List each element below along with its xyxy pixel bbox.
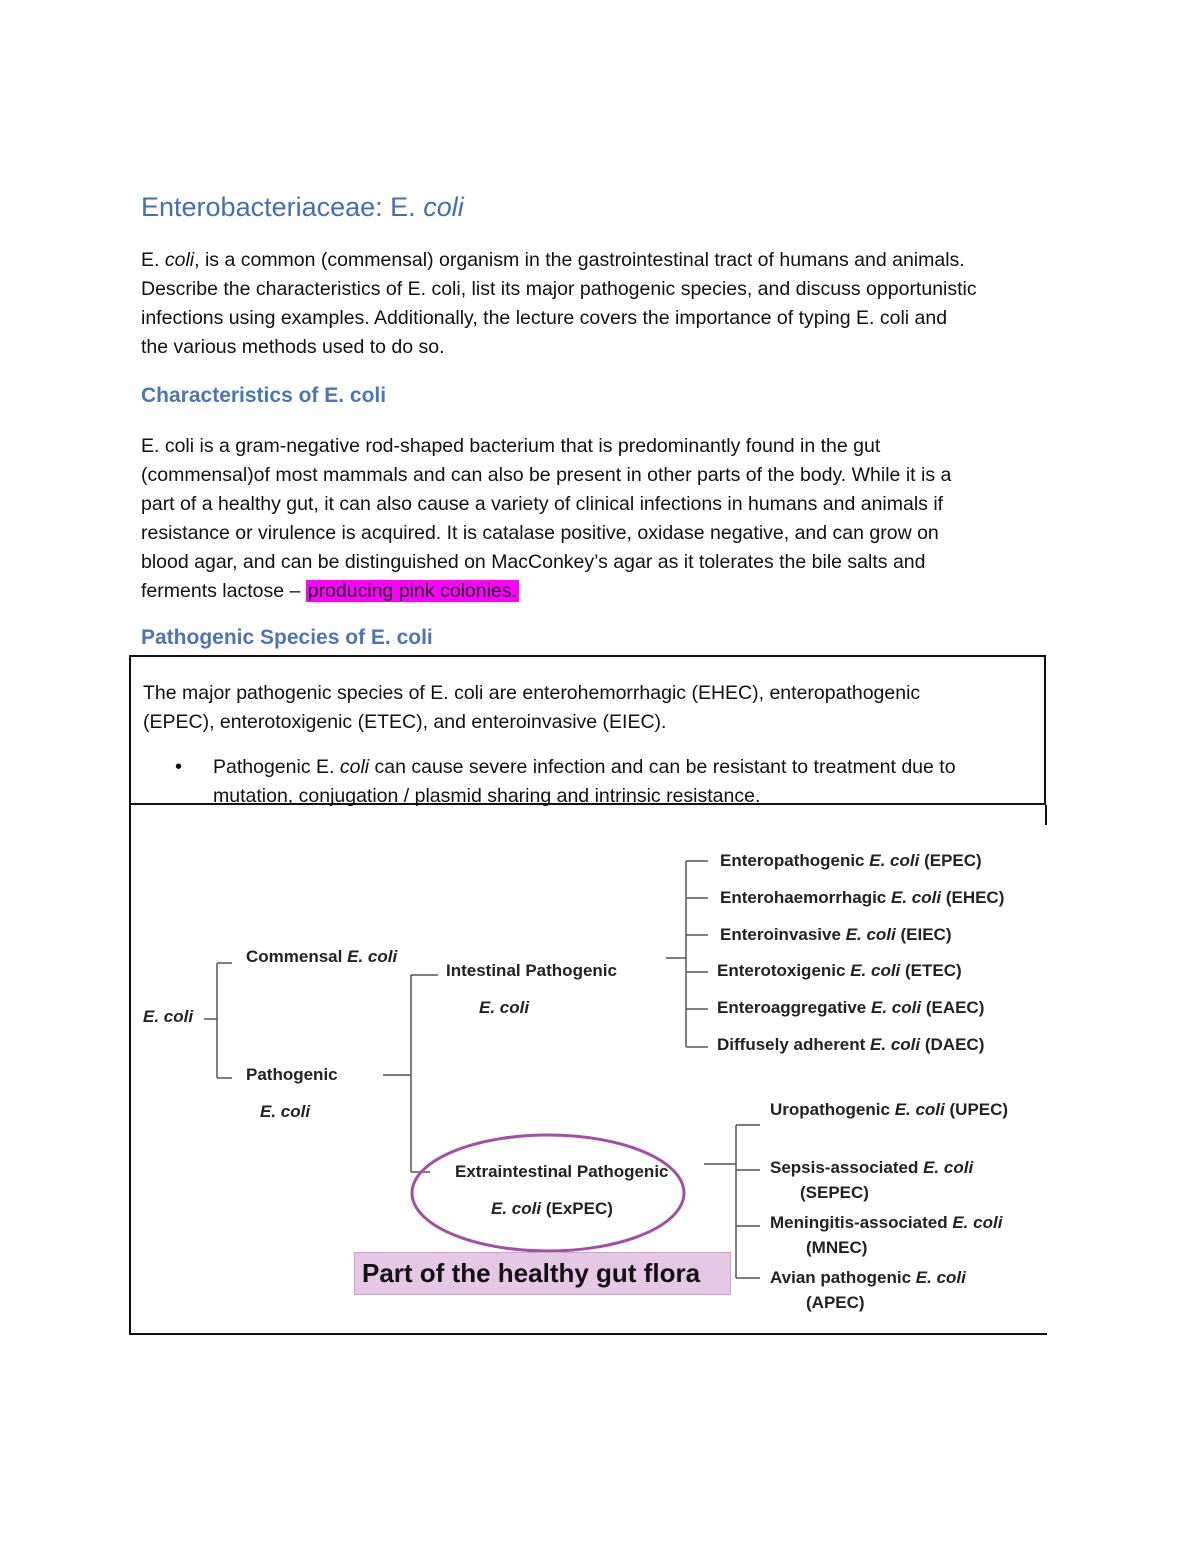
node-etec: Enterotoxigenic E. coli (ETEC) <box>717 961 962 980</box>
node-mnec: Meningitis-associated E. coli <box>770 1213 1003 1232</box>
node-daec: Diffusely adherent E. coli (DAEC) <box>717 1035 985 1054</box>
char-line-1: E. coli is a gram-negative rod-shaped bacterium that is predominantly found in the gut <box>141 435 881 457</box>
node-apec: Avian pathogenic E. coli <box>770 1268 966 1287</box>
characteristics-heading: Characteristics of E. coli <box>141 384 387 407</box>
pathogenic-heading: Pathogenic Species of E. coli <box>141 626 433 649</box>
node-ehec: Enterohaemorrhagic E. coli (EHEC) <box>720 888 1005 907</box>
node-root: E. coli <box>143 1007 194 1026</box>
title-main: Enterobacteriaceae: E. <box>141 192 416 222</box>
node-epec: Enteropathogenic E. coli (EPEC) <box>720 851 982 870</box>
node-eiec: Enteroinvasive E. coli (EIEC) <box>720 925 952 944</box>
char-line-3: part of a healthy gut, it can also cause a variety of clinical infections in humans and animals if <box>141 493 944 515</box>
node-commensal: Commensal E. coli <box>246 947 398 966</box>
node-sepec: Sepsis-associated E. coli <box>770 1158 974 1177</box>
node-extraintestinal-ecoli: E. coli (ExPEC) <box>491 1199 613 1218</box>
highlighted-text: producing pink colonies. <box>307 580 517 602</box>
node-upec: Uropathogenic E. coli (UPEC) <box>770 1100 1009 1119</box>
node-sepec-abbr: (SEPEC) <box>800 1183 869 1202</box>
char-line-2: (commensal)of most mammals and can also be present in other parts of the body. While it is a <box>141 464 952 486</box>
char-line-5: blood agar, and can be distinguished on MacConkey’s agar as it tolerates the bile salts and <box>141 551 926 573</box>
char-line-4: resistance or virulence is acquired. It is catalase positive, oxidase negative, and can grow on <box>141 522 939 544</box>
intro-line-4: the various methods used to do so. <box>141 336 445 358</box>
node-intestinal-ecoli: E. coli <box>479 998 530 1017</box>
node-extraintestinal: Extraintestinal Pathogenic <box>455 1162 669 1181</box>
node-apec-abbr: (APEC) <box>806 1293 865 1312</box>
intro-line-1: E. coli, is a common (commensal) organism in the gastrointestinal tract of humans and animals. <box>141 249 965 271</box>
summary-text: The major pathogenic species of E. coli are enterohemorrhagic (EHEC), enteropathogenic (EPEC), enterotoxigenic (ETEC), and enteroinvasive (EIEC). <box>143 682 921 733</box>
intro-line-2: Describe the characteristics of E. coli, list its major pathogenic species, and discuss opportunistic <box>141 278 977 300</box>
node-intestinal: Intestinal Pathogenic <box>446 961 617 980</box>
node-mnec-abbr: (MNEC) <box>806 1238 868 1257</box>
intro-line-3: infections using examples. Additionally, the lecture covers the importance of typing E. coli and <box>141 307 948 329</box>
char-line-6: ferments lactose – producing pink colonies. <box>141 580 517 602</box>
node-eaec: Enteroaggregative E. coli (EAEC) <box>717 998 985 1017</box>
gut-flora-label: Part of the healthy gut flora <box>354 1252 731 1295</box>
expec-highlight-ellipse <box>412 1135 684 1251</box>
bullet-icon: • <box>175 756 183 778</box>
title-italic: coli <box>423 192 464 222</box>
node-pathogenic-ecoli: E. coli <box>260 1102 311 1121</box>
node-pathogenic: Pathogenic <box>246 1065 338 1084</box>
bullet-text: Pathogenic E. coli can cause severe infection and can be resistant to treatment due to mutation, conjugation / plasmid sharing and intrinsic resistance. <box>213 756 956 807</box>
